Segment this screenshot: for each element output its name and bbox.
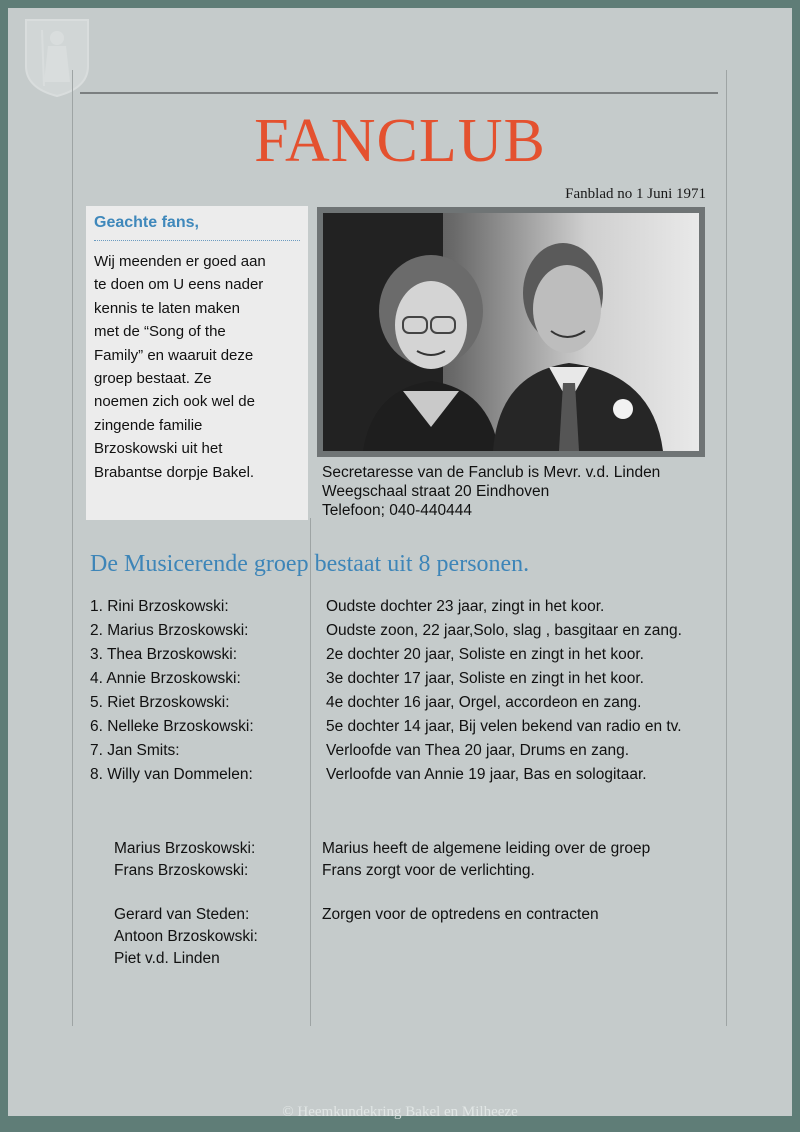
caption-line: Telefoon; 040-440444 [322, 502, 472, 519]
member-description: Verloofde van Thea 20 jaar, Drums en zang. [326, 742, 630, 759]
member-name: 2. Marius Brzoskowski: [90, 622, 249, 639]
member-description: Oudste dochter 23 jaar, zingt in het koor. [326, 598, 605, 615]
staff-role: Zorgen voor de optredens en contracten [322, 906, 599, 923]
member-name: 8. Willy van Dommelen: [90, 766, 253, 783]
intro-line: noemen zich ook wel de [94, 393, 255, 411]
member-name: 6. Nelleke Brzoskowski: [90, 718, 254, 735]
member-name: 3. Thea Brzoskowski: [90, 646, 238, 663]
portrait-photo-icon [323, 213, 699, 451]
intro-line: met de “Song of the [94, 323, 226, 341]
column-line-middle [310, 518, 311, 1026]
intro-line: Family” en waaruit deze [94, 346, 254, 364]
staff-name: Marius Brzoskowski: [114, 840, 256, 857]
member-name: 7. Jan Smits: [90, 742, 180, 759]
staff-role: Frans zorgt voor de verlichting. [322, 862, 535, 879]
column-line-right [726, 70, 727, 1026]
staff-name: Gerard van Steden: [114, 906, 250, 923]
staff-name: Piet v.d. Linden [114, 950, 220, 967]
member-name: 5. Riet Brzoskowski: [90, 694, 230, 711]
member-description: 2e dochter 20 jaar, Soliste en zingt in het koor. [326, 646, 644, 663]
member-description: Oudste zoon, 22 jaar,Solo, slag , basgitaar en zang. [326, 622, 682, 639]
staff-name: Frans Brzoskowski: [114, 862, 249, 879]
intro-line: te doen om U eens nader [94, 276, 264, 294]
copyright-footer: © Heemkundekring Bakel en Milheeze [282, 1104, 518, 1120]
member-name: 1. Rini Brzoskowski: [90, 598, 229, 615]
caption-line: Weegschaal straat 20 Eindhoven [322, 483, 550, 500]
member-description: 5e dochter 14 jaar, Bij velen bekend van radio en tv. [326, 718, 682, 735]
intro-line: Brzoskowski uit het [94, 440, 223, 458]
intro-line: kennis te laten maken [94, 299, 240, 317]
staff-role: Marius heeft de algemene leiding over de groep [322, 840, 651, 857]
heemkundekring-logo-icon [18, 16, 96, 98]
intro-box [86, 206, 308, 520]
caption-line: Secretaresse van de Fanclub is Mevr. v.d. Linden [322, 464, 661, 481]
section-heading: De Musicerende groep bestaat uit 8 personen. [90, 551, 530, 577]
page-title: FANCLUB [254, 107, 546, 175]
member-description: 4e dochter 16 jaar, Orgel, accordeon en zang. [326, 694, 642, 711]
intro-heading: Geachte fans, [94, 214, 300, 241]
page [8, 8, 792, 1116]
member-name: 4. Annie Brzoskowski: [90, 670, 241, 687]
intro-line: zingende familie [94, 416, 203, 434]
member-description: Verloofde van Annie 19 jaar, Bas en sologitaar. [326, 766, 647, 783]
staff-name: Antoon Brzoskowski: [114, 928, 258, 945]
intro-text [94, 250, 304, 484]
member-description: 3e dochter 17 jaar, Soliste en zingt in het koor. [326, 670, 644, 687]
issue-line: Fanblad no 1 Juni 1971 [565, 186, 706, 202]
intro-line: Brabantse dorpje Bakel. [94, 463, 255, 481]
intro-line: groep bestaat. Ze [94, 370, 212, 388]
top-rule [80, 92, 718, 94]
photo-caption [322, 463, 660, 520]
couple-photo [317, 207, 705, 457]
column-line-left [72, 70, 73, 1026]
intro-line: Wij meenden er goed aan [94, 253, 266, 270]
